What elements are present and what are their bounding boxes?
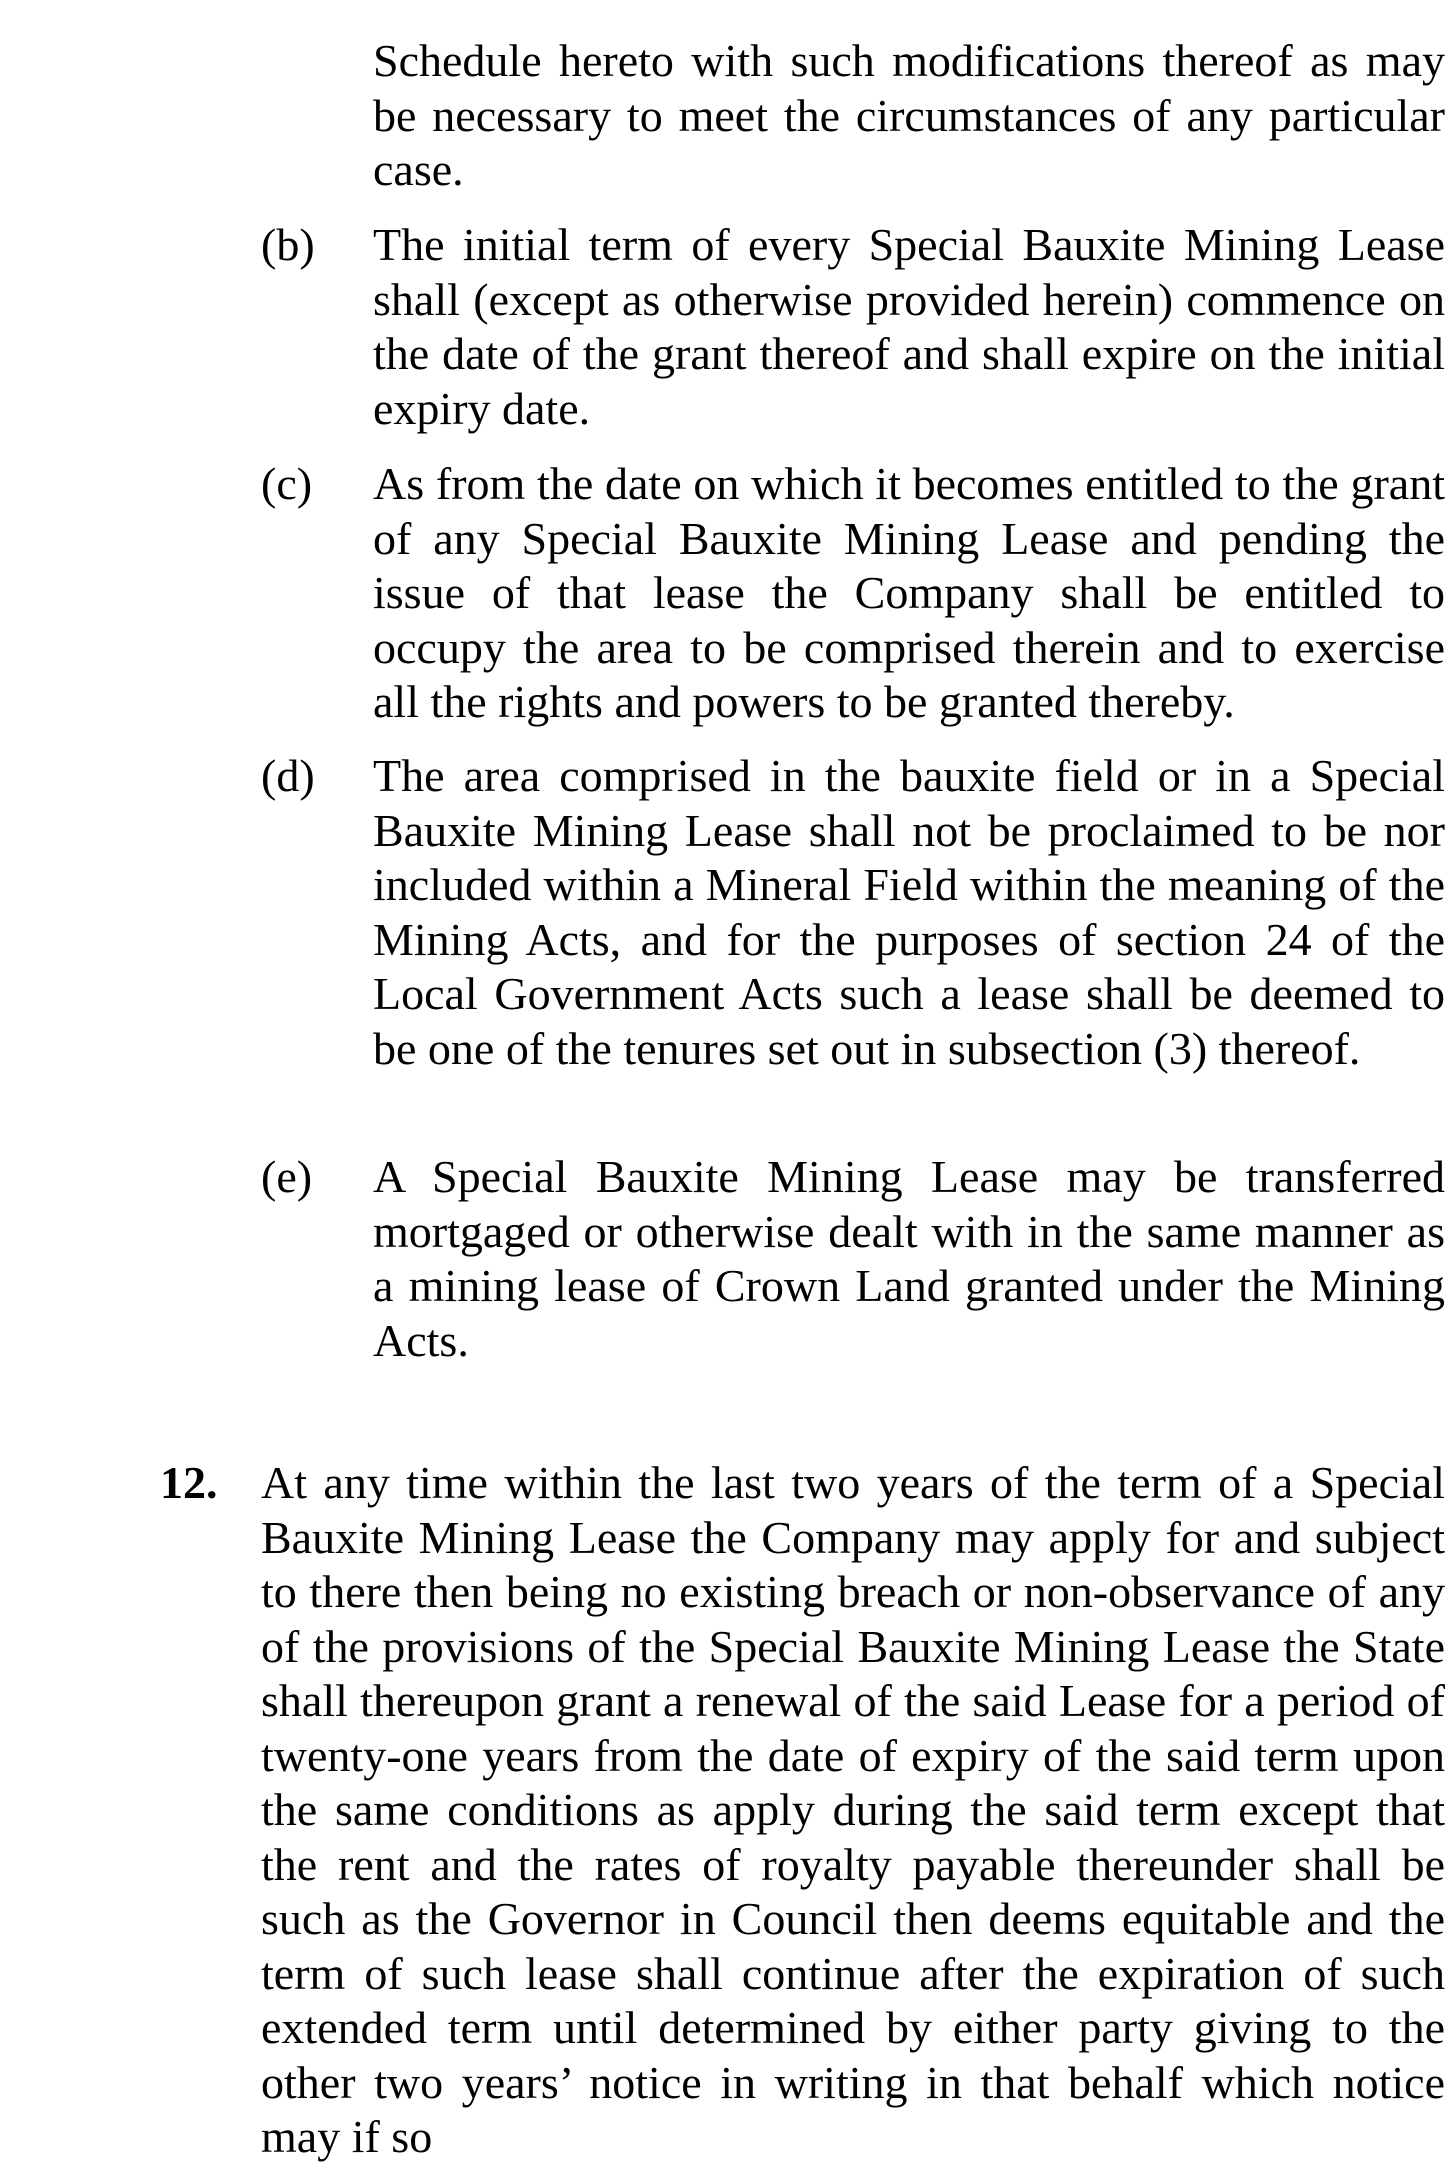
subclause-text-c: As from the date on which it becomes entitled to the grant of any Special Bauxite Mining Lease and pending the issue of that lease the Company shall be entitled to occupy the area to be comprised therein and to exercise all the rights and powers to be granted thereby. — [373, 458, 1445, 727]
clause-text-12: At any time within the last two years of the term of a Special Bauxite Mining Lease the Company may apply for and subject to there then being no existing breach or non-observance of any of the provisions of the Special Bauxite Mining Lease the State shall thereupon grant a renewal of the said Lease for a period of twenty-one years from the date of expiry of the said term upon the same conditions as apply during the said term except that the rent and the rates of royalty payable thereunder shall be such as the Governor in Council then deems equitable and the term of such lease shall continue after the expiration of such extended term until determined by either party giving to the other two years’ notice in writing in that behalf which notice may if so — [261, 1457, 1445, 2162]
subclause-label-b: (b) — [261, 219, 315, 270]
subclause-text-b: The initial term of every Special Bauxite Mining Lease shall (except as otherwise provided herein) commence on the date of the grant thereof and shall expire on the initial expiry date. — [373, 219, 1445, 434]
subclause-text-e: A Special Bauxite Mining Lease may be transferred mortgaged or otherwise dealt with in the same manner as a mining lease of Crown Land granted under the Mining Acts. — [373, 1151, 1445, 1366]
clause-number-12: 12. — [160, 1457, 218, 1508]
continuation-paragraph: Schedule hereto with such modifications thereof as may be necessary to meet the circumstances of any particular case. — [373, 35, 1445, 195]
subclause-label-e: (e) — [261, 1151, 313, 1202]
subclause-label-c: (c) — [261, 458, 313, 509]
subclause-label-d: (d) — [261, 750, 315, 801]
subclause-text-d: The area comprised in the bauxite field or in a Special Bauxite Mining Lease shall not be proclaimed to be nor included within a Mineral Field within the meaning of the Mining Acts, and for the purposes of section 24 of the Local Government Acts such a lease shall be deemed to be one of the tenures set out in subsection (3) thereof. — [373, 750, 1445, 1074]
